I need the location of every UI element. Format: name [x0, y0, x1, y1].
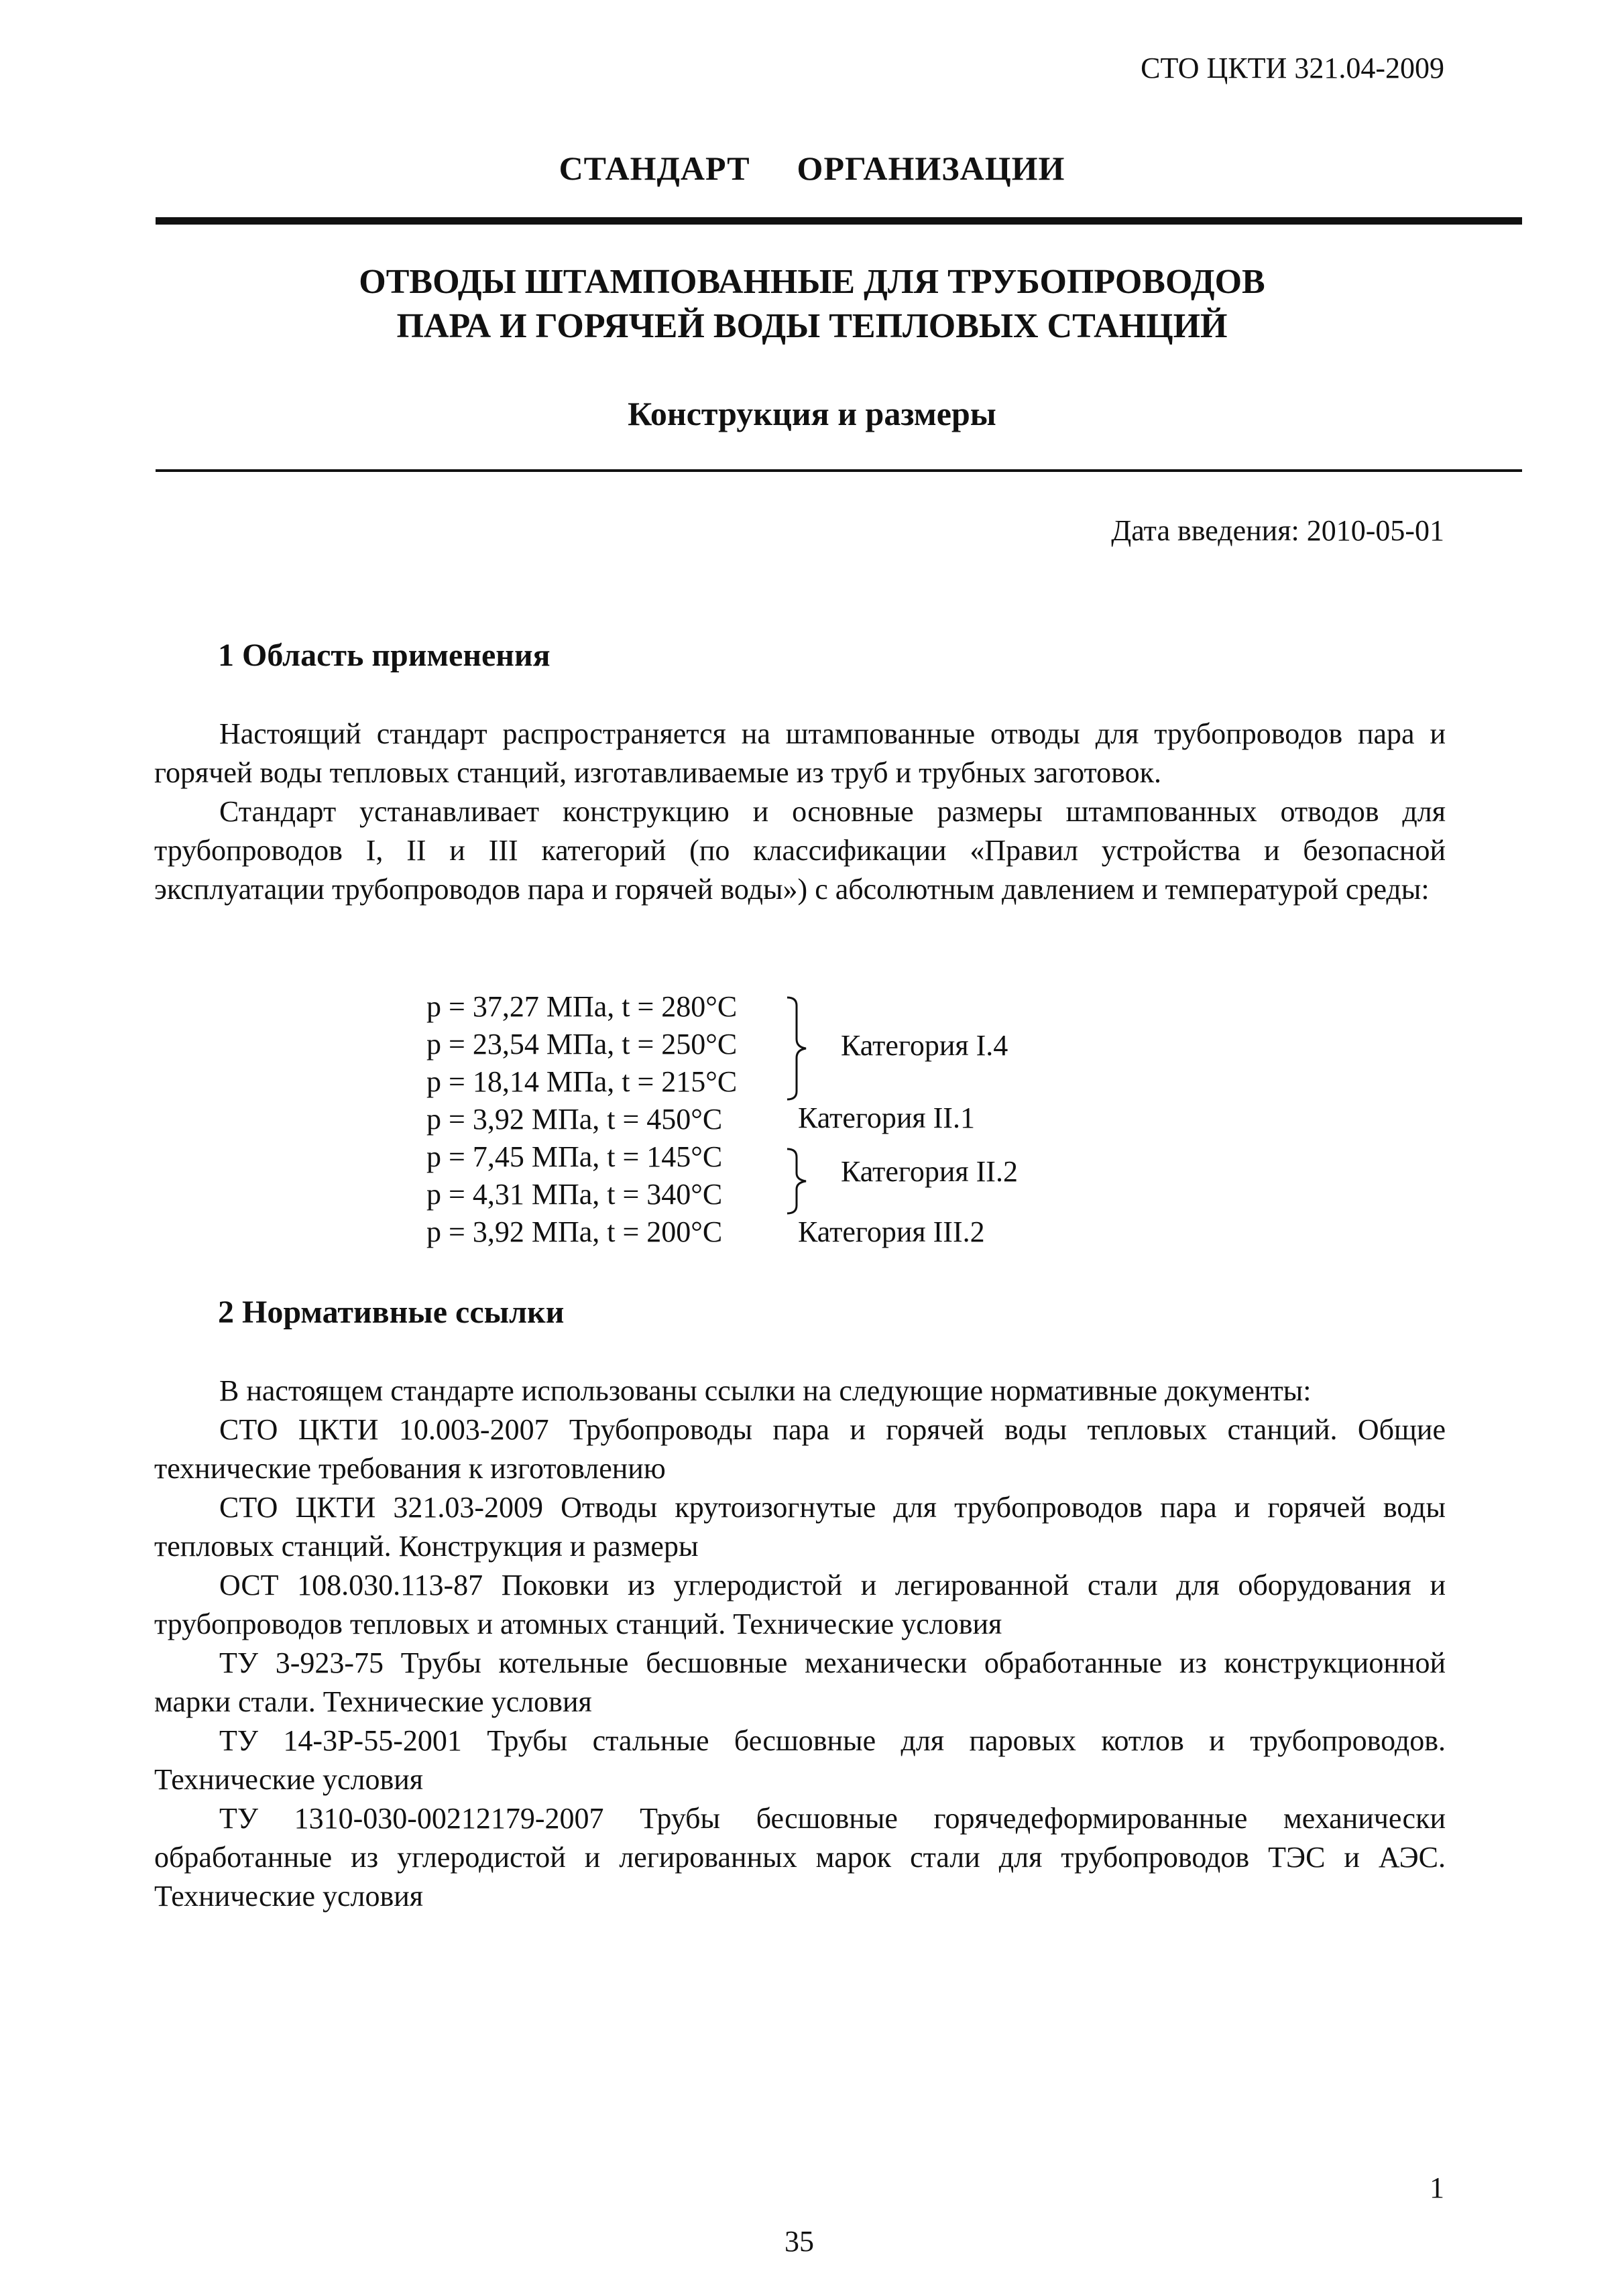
section-2-heading: 2 Нормативные ссылки [218, 1294, 565, 1330]
category-i4-label: Категория I.4 [841, 1029, 1008, 1062]
condition-row: p = 23,54 МПа, t = 250°C [426, 1028, 738, 1061]
condition-row: p = 4,31 МПа, t = 340°C [426, 1178, 723, 1211]
section-1-body [154, 715, 1446, 909]
document-code: СТО ЦКТИ 321.04-2009 [1141, 52, 1444, 84]
reference-item: ТУ 3-923-75 Трубы котельные бесшовные механически обработанные из конструкционной марки стали. Технические условия [154, 1646, 1446, 1718]
category-ii1-label: Категория II.1 [798, 1101, 975, 1134]
page-number-global: 35 [785, 2225, 814, 2258]
page-number-local: 1 [1430, 2171, 1444, 2204]
section-2-body [154, 1372, 1446, 1916]
section-1-paragraph-2: Стандарт устанавливает конструкцию и основные размеры штампованных отводов для трубопроводов I, II и III категорий (по классификации «Правил устройства и безопасной эксплуатации трубопроводов пара и горячей воды») с абсолютным давлением и температурой среды: [154, 795, 1446, 906]
condition-row: p = 7,45 МПа, t = 145°C [426, 1140, 723, 1173]
title-line-2: ПАРА И ГОРЯЧЕЙ ВОДЫ ТЕПЛОВЫХ СТАНЦИЙ [396, 307, 1228, 345]
brace-category-ii2 [783, 1146, 823, 1216]
brace-category-i4 [783, 995, 823, 1102]
conditions-list [426, 988, 737, 1251]
condition-row: p = 3,92 МПа, t = 200°C [426, 1215, 723, 1248]
section-1-paragraph-1: Настоящий стандарт распространяется на штампованные отводы для трубопроводов пара и горячей воды тепловых станций, изготавливаемые из труб и трубных заготовок. [154, 717, 1446, 789]
reference-item: ОСТ 108.030.113-87 Поковки из углеродистой и легированной стали для оборудования и трубопроводов тепловых и атомных станций. Технические условия [154, 1569, 1446, 1640]
category-iii2-label: Категория III.2 [798, 1215, 985, 1248]
introduction-date: Дата введения: 2010-05-01 [1111, 514, 1444, 547]
org-word-organization: ОРГАНИЗАЦИИ [797, 149, 1065, 187]
section-1-heading: 1 Область применения [218, 638, 550, 673]
condition-row: p = 37,27 МПа, t = 280°C [426, 990, 738, 1023]
reference-item: ТУ 14-3Р-55-2001 Трубы стальные бесшовные для паровых котлов и трубопроводов. Технические условия [154, 1724, 1446, 1796]
document-subtitle: Конструкция и размеры [628, 395, 996, 432]
org-word-standard: СТАНДАРТ [559, 149, 750, 187]
condition-row: p = 18,14 МПа, t = 215°C [426, 1065, 738, 1098]
reference-item: СТО ЦКТИ 321.03-2009 Отводы крутоизогнутые для трубопроводов пара и горячей воды тепловых станций. Конструкция и размеры [154, 1491, 1446, 1563]
condition-row: p = 3,92 МПа, t = 450°C [426, 1103, 723, 1136]
document-title [0, 260, 1624, 349]
thick-divider [156, 217, 1522, 225]
title-line-1: ОТВОДЫ ШТАМПОВАННЫЕ ДЛЯ ТРУБОПРОВОДОВ [359, 263, 1265, 301]
section-2-intro: В настоящем стандарте использованы ссылки на следующие нормативные документы: [219, 1374, 1312, 1407]
reference-item: СТО ЦКТИ 10.003-2007 Трубопроводы пара и горячей воды тепловых станций. Общие технические требования к изготовлению [154, 1413, 1446, 1485]
organization-standard-heading [0, 149, 1624, 188]
category-ii2-label: Категория II.2 [841, 1155, 1018, 1188]
thin-divider [156, 469, 1522, 472]
reference-item: ТУ 1310-030-00212179-2007 Трубы бесшовные горячедеформированные механически обработанные из углеродистой и легированных марок стали для трубопроводов ТЭС и АЭС. Технические условия [154, 1802, 1446, 1913]
